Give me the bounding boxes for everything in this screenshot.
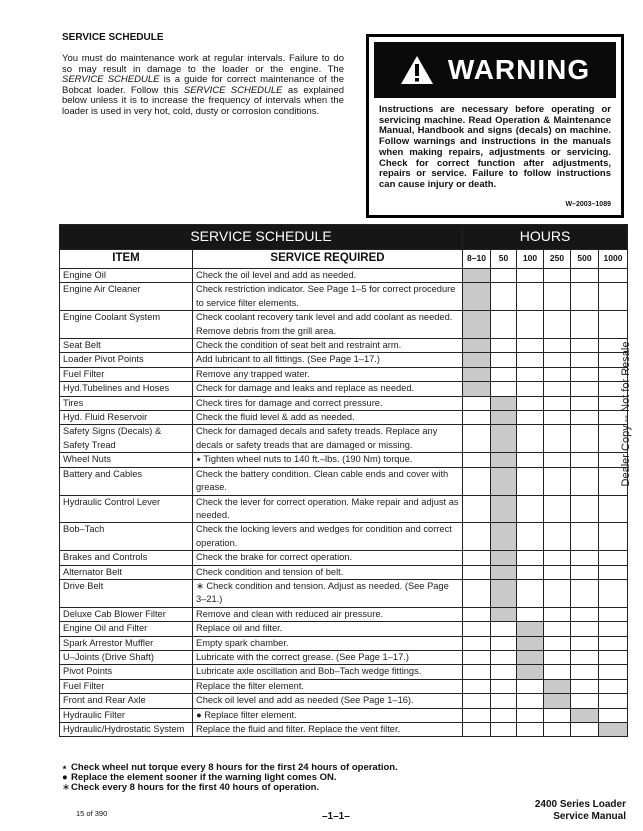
- service-cell: Check the brake for correct operation.: [193, 551, 463, 565]
- interval-cell: [544, 708, 571, 722]
- interval-cell: [571, 565, 599, 579]
- item-cell: Safety Signs (Decals) & Safety Tread: [60, 425, 193, 453]
- interval-cell: [599, 269, 628, 283]
- interval-mark: [491, 607, 517, 621]
- interval-mark: [599, 723, 628, 737]
- table-row: [60, 339, 628, 353]
- item-cell: Seat Belt: [60, 339, 193, 353]
- interval-cell: [544, 396, 571, 410]
- interval-cell: [517, 269, 544, 283]
- interval-cell: [463, 607, 491, 621]
- interval-mark: [491, 551, 517, 565]
- item-cell: Front and Rear Axle: [60, 694, 193, 708]
- interval-cell: [517, 708, 544, 722]
- interval-cell: [599, 283, 628, 311]
- footnote-text: Check wheel nut torque every 8 hours for the first 24 hours of operation.: [71, 762, 398, 773]
- interval-cell: [571, 665, 599, 679]
- interval-cell: [571, 367, 599, 381]
- interval-cell: [491, 636, 517, 650]
- interval-cell: [571, 694, 599, 708]
- interval-cell: [544, 339, 571, 353]
- interval-cell: [517, 523, 544, 551]
- interval-cell: [463, 396, 491, 410]
- item-cell: Hydraulic/Hydrostatic System: [60, 723, 193, 737]
- interval-mark: [544, 694, 571, 708]
- interval-cell: [571, 650, 599, 664]
- interval-cell: [517, 579, 544, 607]
- table-row: [60, 723, 628, 737]
- interval-mark: [463, 269, 491, 283]
- interval-header: 250: [544, 250, 571, 269]
- interval-cell: [599, 311, 628, 339]
- item-cell: Hydraulic Control Lever: [60, 495, 193, 523]
- table-row: [60, 665, 628, 679]
- item-cell: Engine Oil: [60, 269, 193, 283]
- service-cell: Check the oil level and add as needed.: [193, 269, 463, 283]
- footnote-symbol: ∗: [62, 782, 70, 793]
- warning-box: [366, 34, 624, 218]
- table-row: [60, 607, 628, 621]
- table-row: [60, 367, 628, 381]
- service-cell: Check condition and tension of belt.: [193, 565, 463, 579]
- service-cell: Check coolant recovery tank level and add coolant as needed. Remove debris from the grill area.: [193, 311, 463, 339]
- interval-cell: [517, 382, 544, 396]
- interval-cell: [571, 495, 599, 523]
- interval-header: 50: [491, 250, 517, 269]
- footnote-symbol: ●: [62, 772, 68, 783]
- item-cell: Drive Belt: [60, 579, 193, 607]
- item-cell: Battery and Cables: [60, 467, 193, 495]
- interval-header: 500: [571, 250, 599, 269]
- interval-cell: [544, 636, 571, 650]
- item-cell: Bob–Tach: [60, 523, 193, 551]
- interval-cell: [463, 579, 491, 607]
- interval-cell: [463, 665, 491, 679]
- interval-cell: [463, 636, 491, 650]
- item-cell: Alternator Belt: [60, 565, 193, 579]
- service-cell: ⭑ Tighten wheel nuts to 140 ft.–lbs. (190 Nm) torque.: [193, 453, 463, 467]
- interval-cell: [491, 665, 517, 679]
- interval-mark: [463, 339, 491, 353]
- service-cell: Check restriction indicator. See Page 1–5 for correct procedure to service filter elements.: [193, 283, 463, 311]
- service-cell: Check the battery condition. Clean cable ends and cover with grease.: [193, 467, 463, 495]
- item-cell: Hyd.Tubelines and Hoses: [60, 382, 193, 396]
- interval-cell: [517, 467, 544, 495]
- interval-cell: [517, 367, 544, 381]
- interval-mark: [463, 283, 491, 311]
- interval-cell: [599, 708, 628, 722]
- interval-cell: [517, 339, 544, 353]
- interval-cell: [571, 467, 599, 495]
- interval-cell: [491, 723, 517, 737]
- interval-cell: [544, 723, 571, 737]
- service-cell: Check tires for damage and correct pressure.: [193, 396, 463, 410]
- service-cell: Empty spark chamber.: [193, 636, 463, 650]
- interval-cell: [491, 679, 517, 693]
- item-cell: Deluxe Cab Blower Filter: [60, 607, 193, 621]
- intro-paragraph: [62, 54, 344, 118]
- table-row: [60, 311, 628, 339]
- interval-cell: [544, 411, 571, 425]
- interval-cell: [599, 679, 628, 693]
- interval-mark: [491, 396, 517, 410]
- service-cell: ∗ Check condition and tension. Adjust as needed. (See Page 3–21.): [193, 579, 463, 607]
- column-header-service: SERVICE REQUIRED: [193, 250, 463, 269]
- interval-cell: [544, 453, 571, 467]
- interval-cell: [463, 523, 491, 551]
- service-schedule-table: [59, 224, 628, 737]
- interval-cell: [544, 467, 571, 495]
- interval-header: 100: [517, 250, 544, 269]
- item-cell: Spark Arrestor Muffler: [60, 636, 193, 650]
- interval-cell: [544, 523, 571, 551]
- service-cell: Check the fluid level & add as needed.: [193, 411, 463, 425]
- footnotes: [62, 763, 398, 793]
- footnote-text: Check every 8 hours for the first 40 hours of operation.: [71, 782, 320, 793]
- interval-cell: [544, 622, 571, 636]
- service-cell: Check the condition of seat belt and restraint arm.: [193, 339, 463, 353]
- item-cell: Hyd. Fluid Reservoir: [60, 411, 193, 425]
- service-cell: Replace the filter element.: [193, 679, 463, 693]
- item-cell: Fuel Filter: [60, 367, 193, 381]
- warning-banner: [374, 42, 616, 98]
- service-cell: Add lubricant to all fittings. (See Page 1–17.): [193, 353, 463, 367]
- interval-cell: [571, 382, 599, 396]
- interval-mark: [517, 665, 544, 679]
- service-cell: Check for damage and leaks and replace as needed.: [193, 382, 463, 396]
- interval-mark: [491, 523, 517, 551]
- interval-mark: [491, 565, 517, 579]
- service-cell: Lubricate with the correct grease. (See Page 1–17.): [193, 650, 463, 664]
- interval-cell: [571, 723, 599, 737]
- interval-cell: [571, 269, 599, 283]
- interval-cell: [571, 579, 599, 607]
- interval-cell: [571, 622, 599, 636]
- interval-cell: [491, 311, 517, 339]
- table-row: [60, 396, 628, 410]
- table-row: [60, 382, 628, 396]
- table-row: [60, 565, 628, 579]
- item-cell: Brakes and Controls: [60, 551, 193, 565]
- table-row: [60, 551, 628, 565]
- table-row: [60, 679, 628, 693]
- table-row: [60, 622, 628, 636]
- interval-cell: [544, 311, 571, 339]
- interval-mark: [463, 367, 491, 381]
- interval-mark: [491, 425, 517, 453]
- item-cell: U–Joints (Drive Shaft): [60, 650, 193, 664]
- interval-cell: [491, 382, 517, 396]
- interval-cell: [571, 353, 599, 367]
- table-row: [60, 708, 628, 722]
- service-cell: Check oil level and add as needed (See Page 1–16).: [193, 694, 463, 708]
- interval-cell: [544, 283, 571, 311]
- interval-cell: [571, 425, 599, 453]
- column-header-item: ITEM: [60, 250, 193, 269]
- interval-cell: [599, 622, 628, 636]
- item-cell: Engine Oil and Filter: [60, 622, 193, 636]
- table-row: [60, 467, 628, 495]
- interval-cell: [463, 411, 491, 425]
- interval-cell: [463, 467, 491, 495]
- interval-cell: [571, 396, 599, 410]
- interval-cell: [517, 283, 544, 311]
- interval-cell: [517, 396, 544, 410]
- table-row: [60, 453, 628, 467]
- item-cell: Wheel Nuts: [60, 453, 193, 467]
- interval-cell: [463, 708, 491, 722]
- footnote-symbol: ⭑: [62, 762, 68, 773]
- interval-cell: [491, 339, 517, 353]
- interval-cell: [463, 425, 491, 453]
- watermark: Dealer Copy -- Not for Resale: [620, 341, 632, 487]
- service-cell: Replace oil and filter.: [193, 622, 463, 636]
- table-row: [60, 283, 628, 311]
- interval-cell: [544, 269, 571, 283]
- table-row: [60, 650, 628, 664]
- service-cell: Replace the fluid and filter. Replace the vent filter.: [193, 723, 463, 737]
- item-cell: Engine Air Cleaner: [60, 283, 193, 311]
- service-cell: Remove any trapped water.: [193, 367, 463, 381]
- interval-cell: [463, 453, 491, 467]
- item-cell: Loader Pivot Points: [60, 353, 193, 367]
- interval-cell: [491, 650, 517, 664]
- interval-mark: [517, 650, 544, 664]
- warning-triangle-icon: [400, 55, 434, 85]
- service-cell: Check the lever for correct operation. Make repair and adjust as needed.: [193, 495, 463, 523]
- interval-cell: [491, 694, 517, 708]
- manual-title: [535, 799, 626, 822]
- interval-cell: [517, 607, 544, 621]
- table-row: [60, 353, 628, 367]
- table-row: [60, 694, 628, 708]
- footnote: [62, 783, 398, 793]
- intro-text-3: is a guide for correct maintenance of the Bobcat loader. Follow this: [62, 74, 344, 96]
- item-cell: Engine Coolant System: [60, 311, 193, 339]
- intro-text-5: as explained below unless it is to increase the frequency of intervals when the loader is used in very hot, cold, dusty or corrosion conditions.: [62, 84, 345, 117]
- interval-cell: [517, 723, 544, 737]
- intro-text-2: SERVICE SCHEDULE: [62, 74, 160, 86]
- interval-cell: [463, 650, 491, 664]
- interval-cell: [544, 665, 571, 679]
- interval-cell: [571, 551, 599, 565]
- section-heading: SERVICE SCHEDULE: [62, 32, 164, 43]
- interval-mark: [517, 622, 544, 636]
- interval-cell: [517, 565, 544, 579]
- footnote-text: Replace the element sooner if the warning light comes ON.: [71, 772, 337, 783]
- interval-mark: [491, 579, 517, 607]
- table-row: [60, 269, 628, 283]
- interval-cell: [571, 453, 599, 467]
- interval-cell: [599, 694, 628, 708]
- interval-cell: [544, 565, 571, 579]
- interval-cell: [491, 622, 517, 636]
- interval-cell: [599, 607, 628, 621]
- interval-mark: [491, 495, 517, 523]
- table-row: [60, 411, 628, 425]
- interval-cell: [571, 607, 599, 621]
- interval-cell: [571, 283, 599, 311]
- interval-header: 8–10: [463, 250, 491, 269]
- interval-cell: [599, 523, 628, 551]
- interval-cell: [599, 650, 628, 664]
- interval-cell: [544, 650, 571, 664]
- interval-cell: [517, 411, 544, 425]
- interval-cell: [544, 579, 571, 607]
- interval-cell: [599, 665, 628, 679]
- interval-mark: [463, 353, 491, 367]
- interval-mark: [491, 411, 517, 425]
- interval-cell: [599, 579, 628, 607]
- interval-cell: [463, 495, 491, 523]
- manual-title-line: Service Manual: [553, 810, 626, 822]
- interval-cell: [491, 367, 517, 381]
- table-row: [60, 425, 628, 453]
- interval-cell: [599, 565, 628, 579]
- service-cell: Check for damaged decals and safety treads. Replace any decals or safety treads that are damaged or missing.: [193, 425, 463, 453]
- item-cell: Fuel Filter: [60, 679, 193, 693]
- schedule-body: [60, 269, 628, 737]
- interval-cell: [517, 425, 544, 453]
- interval-cell: [491, 283, 517, 311]
- interval-mark: [463, 382, 491, 396]
- service-cell: Lubricate axle oscillation and Bob–Tach wedge fittings.: [193, 665, 463, 679]
- interval-cell: [517, 495, 544, 523]
- interval-cell: [517, 453, 544, 467]
- warning-text: Instructions are necessary before operating or servicing machine. Read Operation & Maintenance Manual, Handbook and signs (decals) on machine. Follow warnings and instructions in the manuals when making repairs, adjustments or servicing. Check for correct function after adjustments, repairs or service. Failure to follow instructions can cause injury or death.: [379, 104, 611, 190]
- page-number: –1–1–: [322, 811, 350, 822]
- item-cell: Pivot Points: [60, 665, 193, 679]
- interval-cell: [599, 551, 628, 565]
- item-cell: Hydraulic Filter: [60, 708, 193, 722]
- interval-cell: [517, 551, 544, 565]
- table-title: SERVICE SCHEDULE: [60, 225, 463, 250]
- interval-cell: [463, 723, 491, 737]
- interval-cell: [463, 565, 491, 579]
- table-row: [60, 495, 628, 523]
- interval-cell: [571, 311, 599, 339]
- warning-code: W–2003–1089: [565, 201, 611, 208]
- service-cell: Remove and clean with reduced air pressure.: [193, 607, 463, 621]
- interval-cell: [544, 551, 571, 565]
- interval-mark: [544, 679, 571, 693]
- table-row: [60, 523, 628, 551]
- service-cell: ● Replace filter element.: [193, 708, 463, 722]
- interval-cell: [599, 636, 628, 650]
- interval-cell: [517, 694, 544, 708]
- interval-mark: [517, 636, 544, 650]
- interval-cell: [463, 694, 491, 708]
- interval-cell: [544, 382, 571, 396]
- interval-cell: [544, 495, 571, 523]
- item-cell: Tires: [60, 396, 193, 410]
- interval-cell: [571, 523, 599, 551]
- interval-cell: [463, 622, 491, 636]
- intro-text-4: SERVICE SCHEDULE: [183, 84, 283, 96]
- interval-cell: [544, 425, 571, 453]
- interval-mark: [491, 453, 517, 467]
- intro-text-1: You must do maintenance work at regular intervals. Failure to do so may result in damage to the loader or the engine. The: [62, 53, 344, 75]
- interval-mark: [491, 467, 517, 495]
- interval-cell: [463, 679, 491, 693]
- interval-cell: [491, 269, 517, 283]
- interval-cell: [491, 353, 517, 367]
- page-count: 15 of 390: [76, 809, 108, 818]
- interval-header: 1000: [599, 250, 628, 269]
- interval-cell: [571, 339, 599, 353]
- interval-mark: [571, 708, 599, 722]
- interval-cell: [571, 636, 599, 650]
- interval-cell: [571, 411, 599, 425]
- interval-cell: [517, 353, 544, 367]
- interval-cell: [571, 679, 599, 693]
- manual-title-line: 2400 Series Loader: [534, 799, 626, 810]
- interval-cell: [599, 495, 628, 523]
- interval-cell: [463, 551, 491, 565]
- interval-cell: [517, 311, 544, 339]
- hours-title: HOURS: [463, 225, 628, 250]
- table-row: [60, 636, 628, 650]
- interval-mark: [463, 311, 491, 339]
- interval-cell: [544, 353, 571, 367]
- interval-cell: [517, 679, 544, 693]
- interval-cell: [544, 367, 571, 381]
- service-cell: Check the locking levers and wedges for condition and correct operation.: [193, 523, 463, 551]
- interval-cell: [491, 708, 517, 722]
- interval-cell: [544, 607, 571, 621]
- table-row: [60, 579, 628, 607]
- warning-title: WARNING: [447, 54, 591, 85]
